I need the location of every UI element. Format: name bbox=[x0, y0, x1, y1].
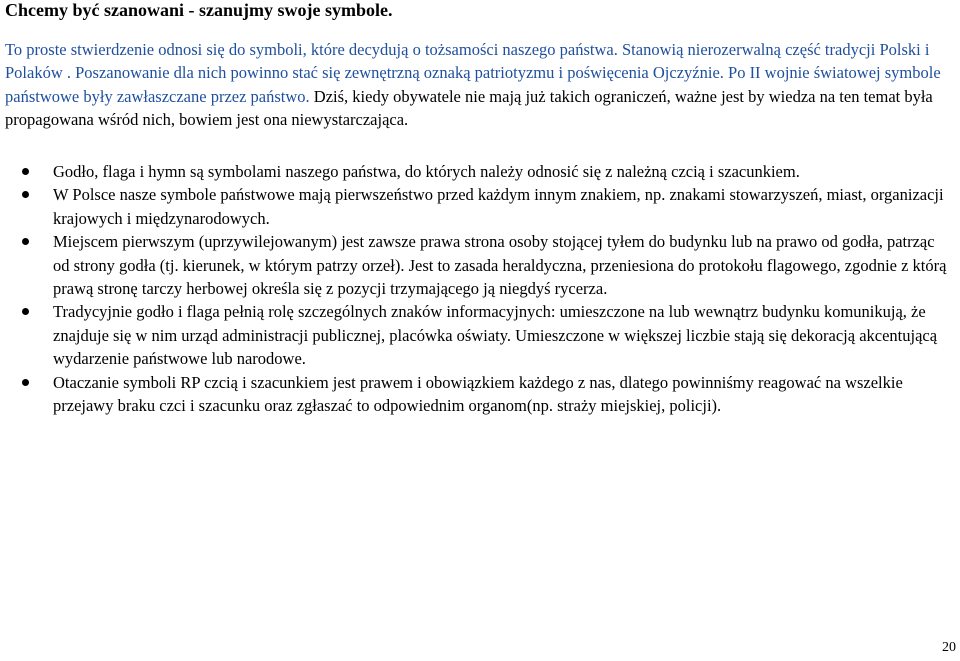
list-item bbox=[22, 160, 952, 183]
list-item bbox=[22, 371, 952, 418]
intro-text: Dziś, kiedy obywatele nie mają już takich ograniczeń, ważne jest by wiedza na ten temat była propagowana wśród nich, bowiem jest ona niewystarczająca. bbox=[5, 86, 933, 130]
list-item-text: Godło, flaga i hymn są symbolami naszego państwa, do których należy odnosić się z należną czcią i szacunkiem. bbox=[53, 162, 800, 181]
intro-highlighted-text: To proste stwierdzenie odnosi się do symboli, które decydują o tożsamości naszego państwa. Stanowią nierozerwalną część tradycji Polski i Polaków . Poszanowanie dla nich powinno stać się zewnętrzną oznaką patriotyzmu i poświęcenia Ojczyźnie. Po II wojnie światowej symbole państwowe były zawłaszczane przez państwo. bbox=[5, 40, 941, 106]
list-item-text: Tradycyjnie godło i flaga pełnią rolę szczególnych znaków informacyjnych: umieszczone na lub wewnątrz budynku komunikują, że znajduje się w nim urząd administracji publicznej, placówka oświaty. Umieszczone w większej liczbie stają się dekoracją akcentującą wydarzenie państwowe lub narodowe. bbox=[53, 302, 938, 369]
list-item bbox=[22, 230, 952, 300]
list-item-text: Miejscem pierwszym (uprzywilejowanym) jest zawsze prawa strona osoby stojącej tyłem do budynku lub na prawo od godła, patrząc od strony godła (tj. kierunek, w którym patrzy orzeł). Jest to zasada heraldyczna, przeniesiona do protokołu flagowego, zgodnie z którą prawą stronę tarczy herbowej określa się z pozycji trzymającego ją niegdyś rycerza. bbox=[53, 232, 947, 299]
bullet-icon bbox=[22, 191, 29, 198]
list-item bbox=[22, 300, 952, 370]
bullet-icon bbox=[22, 308, 29, 315]
list-item-text: W Polsce nasze symbole państwowe mają pierwszeństwo przed każdym innym znakiem, np. znakami stowarzyszeń, miast, organizacji krajowych i międzynarodowych. bbox=[53, 185, 944, 228]
page-title: Chcemy być szanowani - szanujmy swoje symbole. bbox=[5, 0, 393, 20]
intro-paragraph bbox=[5, 38, 955, 132]
bullet-list bbox=[22, 160, 952, 417]
bullet-icon bbox=[22, 238, 29, 245]
bullet-icon bbox=[22, 379, 29, 386]
bullet-icon bbox=[22, 168, 29, 175]
page-number: 20 bbox=[942, 640, 956, 655]
list-item-text: Otaczanie symboli RP czcią i szacunkiem jest prawem i obowiązkiem każdego z nas, dlatego powinniśmy reagować na wszelkie przejawy braku czci i szacunku oraz zgłaszać to odpowiednim organom(np. straży miejskiej, policji). bbox=[53, 372, 903, 416]
list-item bbox=[22, 183, 952, 230]
